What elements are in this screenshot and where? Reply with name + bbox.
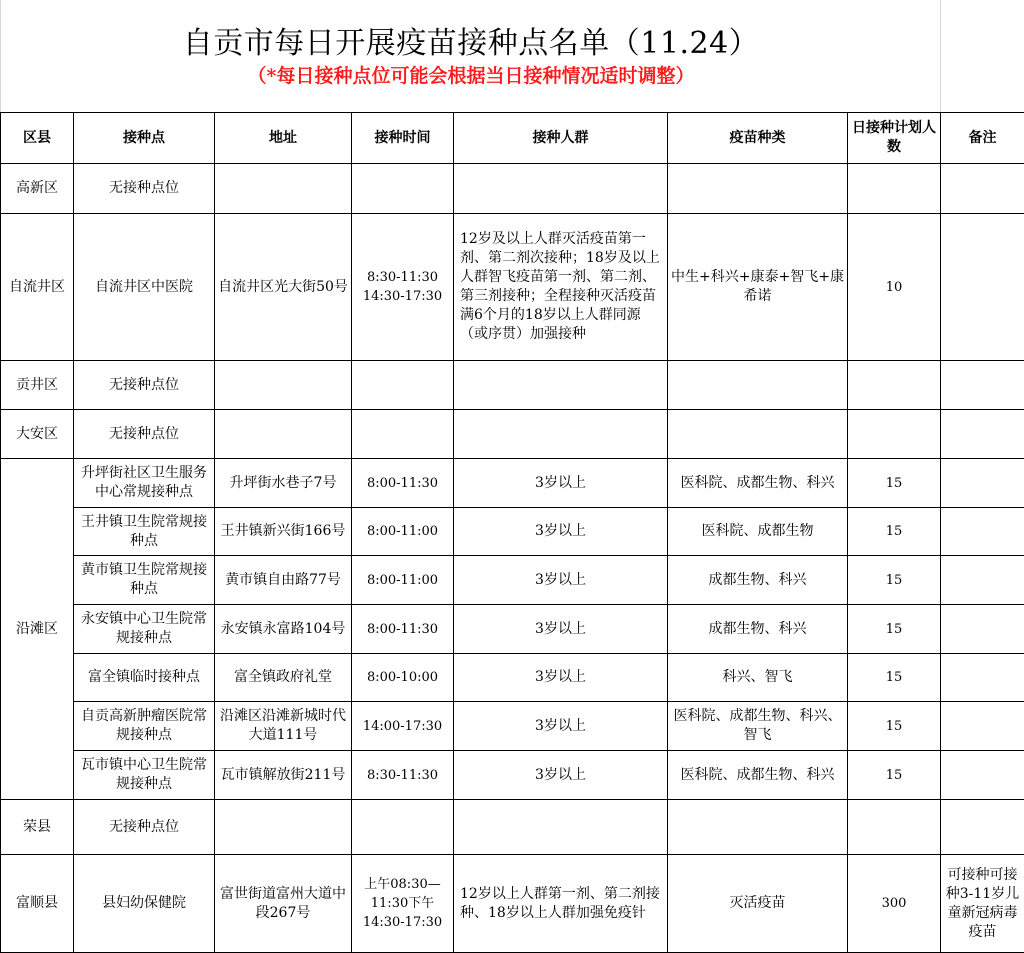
cell-empty[interactable]: [668, 800, 848, 855]
cell-empty[interactable]: [941, 800, 1024, 855]
cell-count[interactable]: 300: [848, 855, 941, 953]
header-time[interactable]: 接种时间: [352, 113, 454, 164]
cell-empty[interactable]: [215, 361, 352, 410]
cell-vaccine[interactable]: 成都生物、科兴: [668, 556, 848, 605]
cell-empty[interactable]: [848, 164, 941, 214]
table-row: [1, 164, 1024, 214]
cell-empty[interactable]: [454, 361, 668, 410]
cell-time[interactable]: 8:30-11:30 14:30-17:30: [352, 214, 454, 361]
cell-site[interactable]: 王井镇卫生院常规接种点: [74, 508, 215, 556]
cell-empty[interactable]: [941, 556, 1024, 605]
cell-time[interactable]: 8:00-10:00: [352, 654, 454, 702]
cell-empty[interactable]: [668, 410, 848, 459]
cell-count[interactable]: 15: [848, 702, 941, 751]
cell-vaccine[interactable]: 科兴、智飞: [668, 654, 848, 702]
table-row: [1, 410, 1024, 459]
cell-time[interactable]: 8:30-11:30: [352, 751, 454, 800]
cell-site[interactable]: 升坪街社区卫生服务中心常规接种点: [74, 459, 215, 508]
cell-empty[interactable]: [848, 410, 941, 459]
cell-count[interactable]: 15: [848, 605, 941, 654]
cell-empty[interactable]: [941, 214, 1024, 361]
cell-empty[interactable]: [215, 800, 352, 855]
cell-empty[interactable]: [215, 410, 352, 459]
cell-vaccine[interactable]: 成都生物、科兴: [668, 605, 848, 654]
cell-address[interactable]: 瓦市镇解放街211号: [215, 751, 352, 800]
cell-county[interactable]: 高新区: [1, 164, 74, 214]
cell-time[interactable]: 14:00-17:30: [352, 702, 454, 751]
cell-vaccine[interactable]: 医科院、成都生物: [668, 508, 848, 556]
cell-note[interactable]: 可接种可接种3-11岁儿童新冠病毒疫苗: [941, 855, 1024, 953]
cell-empty[interactable]: [352, 800, 454, 855]
cell-empty[interactable]: [941, 410, 1024, 459]
cell-address[interactable]: 王井镇新兴街166号: [215, 508, 352, 556]
cell-empty[interactable]: [941, 654, 1024, 702]
cell-county[interactable]: 荣县: [1, 800, 74, 855]
cell-empty[interactable]: [215, 164, 352, 214]
table-row: [1, 751, 1024, 800]
header-note[interactable]: 备注: [941, 113, 1024, 164]
cell-crowd[interactable]: 3岁以上: [454, 654, 668, 702]
cell-crowd[interactable]: 3岁以上: [454, 556, 668, 605]
cell-address[interactable]: 升坪街水巷子7号: [215, 459, 352, 508]
page-title: 自贡市每日开展疫苗接种点名单（11.24）: [182, 26, 760, 61]
cell-empty[interactable]: [941, 164, 1024, 214]
cell-empty[interactable]: [941, 361, 1024, 410]
table-row: [1, 654, 1024, 702]
table-row: [1, 459, 1024, 508]
cell-site[interactable]: 自贡高新肿瘤医院常规接种点: [74, 702, 215, 751]
table-row: [1, 800, 1024, 855]
table-row: [1, 556, 1024, 605]
cell-site[interactable]: 无接种点位: [74, 361, 215, 410]
cell-vaccine[interactable]: 医科院、成都生物、科兴: [668, 459, 848, 508]
header-address[interactable]: 地址: [215, 113, 352, 164]
cell-empty[interactable]: [454, 164, 668, 214]
cell-site[interactable]: 县妇幼保健院: [74, 855, 215, 953]
cell-vaccine[interactable]: 医科院、成都生物、科兴、智飞: [668, 702, 848, 751]
cell-site[interactable]: 富全镇临时接种点: [74, 654, 215, 702]
title-area: [0, 0, 941, 112]
cell-site[interactable]: 黄市镇卫生院常规接种点: [74, 556, 215, 605]
cell-count[interactable]: 10: [848, 214, 941, 361]
cell-address[interactable]: 永安镇永富路104号: [215, 605, 352, 654]
cell-county[interactable]: 大安区: [1, 410, 74, 459]
table-row: [1, 214, 1024, 361]
cell-empty[interactable]: [454, 800, 668, 855]
cell-vaccine[interactable]: 灭活疫苗: [668, 855, 848, 953]
cell-crowd[interactable]: 3岁以上: [454, 751, 668, 800]
cell-address[interactable]: 富世街道富州大道中段267号: [215, 855, 352, 953]
cell-empty[interactable]: [668, 164, 848, 214]
cell-site[interactable]: 无接种点位: [74, 800, 215, 855]
table-row: [1, 361, 1024, 410]
table-row: [1, 605, 1024, 654]
cell-crowd[interactable]: 3岁以上: [454, 459, 668, 508]
cell-county[interactable]: 沿滩区: [1, 459, 74, 800]
cell-site[interactable]: 永安镇中心卫生院常规接种点: [74, 605, 215, 654]
cell-empty[interactable]: [352, 361, 454, 410]
header-site[interactable]: 接种点: [74, 113, 215, 164]
cell-empty[interactable]: [941, 459, 1024, 508]
cell-empty[interactable]: [352, 164, 454, 214]
cell-county[interactable]: 富顺县: [1, 855, 74, 953]
page-subtitle: （*每日接种点位可能会根据当日接种情况适时调整）: [247, 65, 695, 87]
cell-crowd[interactable]: 12岁以上人群第一剂、第二剂接种、18岁以上人群加强免疫针: [454, 855, 668, 953]
cell-address[interactable]: 沿滩区沿滩新城时代大道111号: [215, 702, 352, 751]
cell-empty[interactable]: [941, 751, 1024, 800]
cell-count[interactable]: 15: [848, 508, 941, 556]
cell-time[interactable]: 8:00-11:00: [352, 508, 454, 556]
header-vaccine[interactable]: 疫苗种类: [668, 113, 848, 164]
cell-time[interactable]: 8:00-11:30: [352, 605, 454, 654]
cell-empty[interactable]: [668, 361, 848, 410]
cell-site[interactable]: 无接种点位: [74, 410, 215, 459]
header-count[interactable]: 日接种计划人数: [848, 113, 941, 164]
header-row: [1, 113, 1024, 164]
cell-address[interactable]: 黄市镇自由路77号: [215, 556, 352, 605]
cell-empty[interactable]: [941, 702, 1024, 751]
header-crowd[interactable]: 接种人群: [454, 113, 668, 164]
cell-address[interactable]: 富全镇政府礼堂: [215, 654, 352, 702]
cell-count[interactable]: 15: [848, 556, 941, 605]
title-side-cell: [940, 0, 1024, 112]
cell-address[interactable]: 自流井区光大街50号: [215, 214, 352, 361]
cell-crowd[interactable]: 3岁以上: [454, 605, 668, 654]
cell-crowd[interactable]: 12岁及以上人群灭活疫苗第一剂、第二剂次接种；18岁及以上人群智飞疫苗第一剂、第二剂、第三剂接种；全程接种灭活疫苗满6个月的18岁以上人群同源（或序贯）加强接种: [454, 214, 668, 361]
cell-site[interactable]: 无接种点位: [74, 164, 215, 214]
cell-crowd[interactable]: 3岁以上: [454, 702, 668, 751]
table-row: [1, 508, 1024, 556]
cell-county[interactable]: 贡井区: [1, 361, 74, 410]
cell-empty[interactable]: [454, 410, 668, 459]
table-row: [1, 855, 1024, 953]
cell-empty[interactable]: [352, 410, 454, 459]
cell-site[interactable]: 瓦市镇中心卫生院常规接种点: [74, 751, 215, 800]
cell-count[interactable]: 15: [848, 654, 941, 702]
cell-count[interactable]: 15: [848, 459, 941, 508]
cell-empty[interactable]: [941, 605, 1024, 654]
vaccination-table: [0, 112, 1024, 953]
cell-empty[interactable]: [941, 508, 1024, 556]
cell-time[interactable]: 上午08:30—11:30下午14:30-17:30: [352, 855, 454, 953]
cell-empty[interactable]: [848, 800, 941, 855]
cell-empty[interactable]: [848, 361, 941, 410]
cell-crowd[interactable]: 3岁以上: [454, 508, 668, 556]
header-county[interactable]: 区县: [1, 113, 74, 164]
cell-vaccine[interactable]: 医科院、成都生物、科兴: [668, 751, 848, 800]
cell-site[interactable]: 自流井区中医院: [74, 214, 215, 361]
cell-count[interactable]: 15: [848, 751, 941, 800]
table-row: [1, 702, 1024, 751]
cell-vaccine[interactable]: 中生+科兴+康泰+智飞+康希诺: [668, 214, 848, 361]
cell-time[interactable]: 8:00-11:00: [352, 556, 454, 605]
cell-time[interactable]: 8:00-11:30: [352, 459, 454, 508]
cell-county[interactable]: 自流井区: [1, 214, 74, 361]
